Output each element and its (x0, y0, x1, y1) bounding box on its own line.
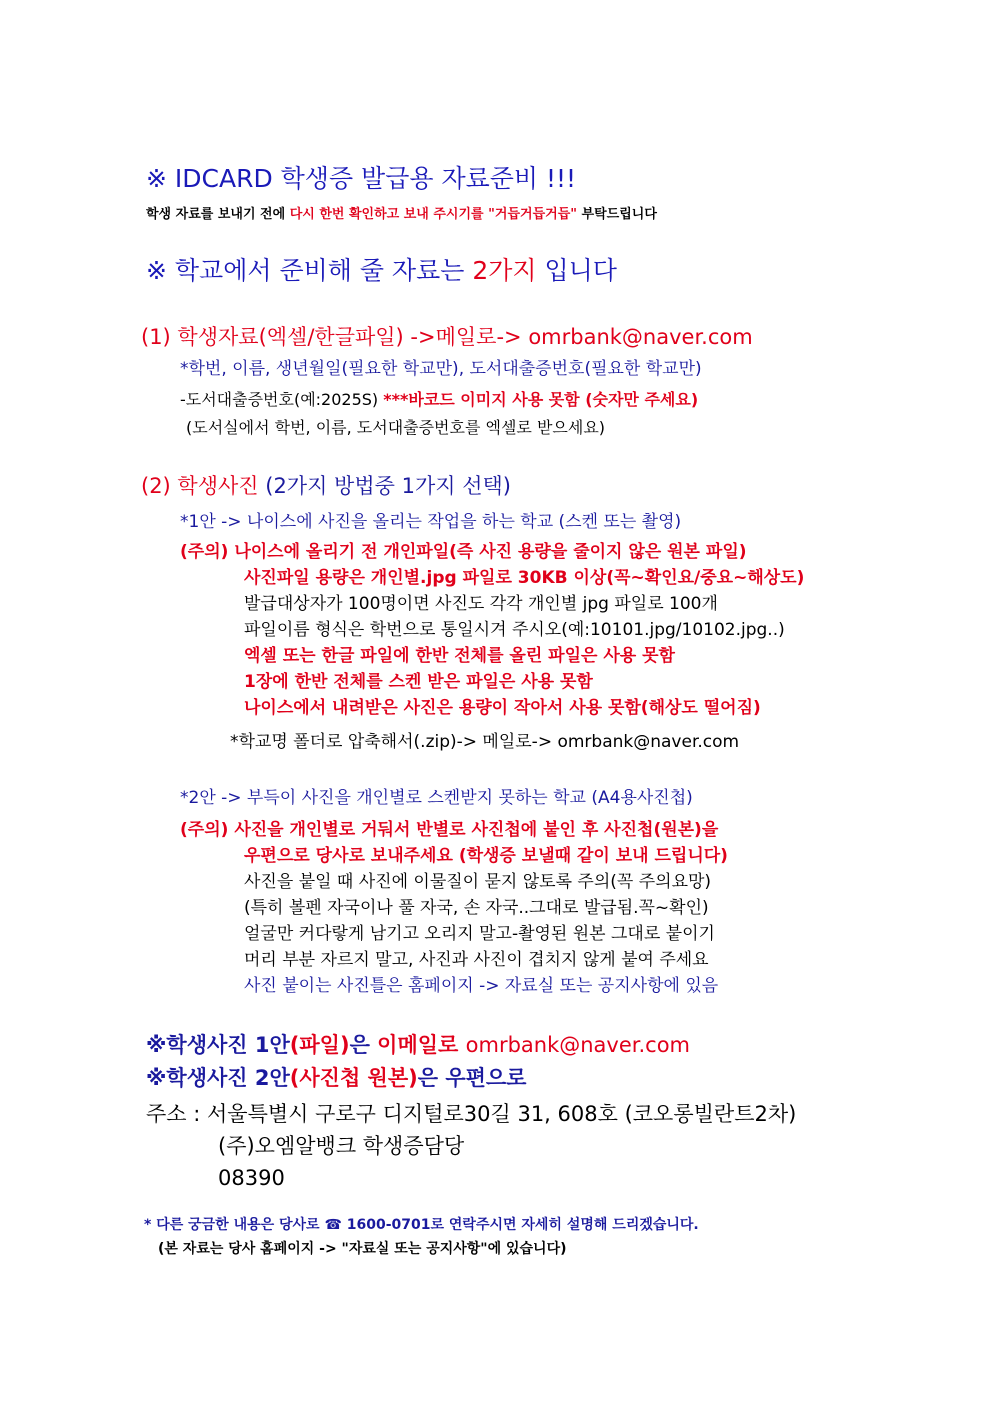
plan2-item-2: 사진을 붙일 때 사진에 이물질이 묻지 않토록 주의(꼭 주의요망) (244, 872, 712, 892)
plan2-caution-label: (주의) (180, 820, 235, 840)
section1-line2-text: -도서대출증번호(예:2025S) (180, 390, 384, 409)
plan1-caution (180, 544, 747, 561)
section2-heading-note: (2가지 방법중 1가지 선택) (265, 474, 511, 498)
summary-line-1 (146, 1035, 690, 1056)
summary-email: omrbank@naver.com (465, 1033, 691, 1057)
plan1-item-1: 사진파일 용량은 개인별.jpg 파일로 30KB 이상(꼭~확인요/중요~해상도) (244, 568, 805, 588)
plan1-item-4: 엑셀 또는 한글 파일에 한반 전체를 올린 파일은 사용 못함 (244, 646, 675, 666)
summary-plan2-type: (사진첩 원본) (289, 1066, 418, 1090)
notice-text-emphasis: 다시 한번 확인하고 보내 주시기를 "거듭거듭거듭" (289, 207, 578, 222)
plan1-item-6: 나이스에서 내려받은 사진은 용량이 작아서 사용 못함(해상도 떨어짐) (244, 698, 761, 718)
summary-plan1-label: ※학생사진 1안 (146, 1033, 290, 1057)
summary-plan1-type: (파일) (289, 1033, 350, 1057)
address-company: (주)오엠알뱅크 학생증담당 (218, 1134, 465, 1158)
page-title (146, 166, 576, 191)
plan2-item-1: 우편으로 당사로 보내주세요 (학생증 보낼때 같이 보내 드립니다) (244, 846, 728, 866)
plan1-title: *1안 -> 나이스에 사진을 올리는 작업을 하는 학교 (스켄 또는 촬영) (180, 512, 682, 532)
page-title-text: IDCARD 학생증 발급용 자료준비 !!! (174, 164, 577, 193)
prep-heading (146, 258, 617, 283)
reference-mark-icon: ※ (146, 164, 175, 193)
summary-plan2-method: 은 우편으로 (417, 1066, 527, 1090)
prep-text-1: ※ 학교에서 준비해 줄 자료는 (146, 256, 473, 285)
section1-heading (141, 327, 753, 348)
notice-text-3: 부탁드립니다 (577, 207, 657, 222)
summary-plan1-method: 이메일로 (377, 1033, 466, 1057)
plan2-item-5: 머리 부분 자르지 말고, 사진과 사진이 겹치지 않게 붙여 주세요 (244, 950, 709, 970)
plan1-caution-text: 나이스에 올리기 전 개인파일(즉 사진 용량을 줄이지 않은 원본 파일) (234, 542, 747, 562)
plan1-zip-line: *학교명 폴더로 압축해서(.zip)-> 메일로-> omrbank@naver.com (230, 732, 740, 752)
section1-line1: *학번, 이름, 생년월일(필요한 학교만), 도서대출증번호(필요한 학교만) (180, 359, 702, 379)
section1-line2 (180, 392, 698, 408)
plan2-caution (180, 822, 718, 839)
summary-plan1-particle: 은 (349, 1033, 378, 1057)
prep-text-3: 입니다 (536, 256, 617, 285)
section2-heading-label: (2) 학생사진 (141, 474, 266, 498)
footer-note: (본 자료는 당사 홈페이지 -> "자료실 또는 공지사항"에 있습니다) (158, 1241, 567, 1257)
section2-heading (141, 476, 511, 497)
plan1-caution-label: (주의) (180, 542, 235, 562)
section1-heading-label: (1) 학생자료(엑셀/한글파일) ->메일로-> (141, 325, 529, 349)
plan2-item-4: 얼굴만 커다랗게 남기고 오리지 말고-촬영된 원본 그대로 붙이기 (244, 924, 715, 944)
plan1-item-5: 1장에 한반 전체를 스켄 받은 파일은 사용 못함 (244, 672, 593, 692)
notice-text-1: 학생 자료를 보내기 전에 (146, 207, 290, 222)
plan1-item-3: 파일이름 형식은 학번으로 통일시겨 주시오(예:10101.jpg/10102.jpg..) (244, 620, 785, 640)
summary-plan2-label: ※학생사진 2안 (146, 1066, 290, 1090)
plan2-item-6: 사진 붙이는 사진틀은 홈페이지 -> 자료실 또는 공지사항에 있음 (244, 976, 719, 996)
summary-line-2 (146, 1068, 526, 1089)
plan1-item-2: 발급대상자가 100명이면 사진도 각각 개인별 jpg 파일로 100개 (244, 594, 718, 614)
footer-contact: * 다른 궁금한 내용은 당사로 ☎ 1600-0701로 연락주시면 자세히 설명해 드리겠습니다. (144, 1217, 699, 1233)
prep-count: 2가지 (472, 256, 537, 285)
section1-email: omrbank@naver.com (528, 325, 753, 349)
section1-line2-warning: ***바코드 이미지 사용 못함 (숫자만 주세요) (383, 390, 699, 409)
notice-line (146, 208, 657, 221)
plan2-title: *2안 -> 부득이 사진을 개인별로 스켄받지 못하는 학교 (A4용사진첩) (180, 788, 693, 808)
section1-line3: (도서실에서 학번, 이름, 도서대출증번호를 엑셀로 받으세요) (186, 418, 606, 437)
plan2-item-3: (특히 볼펜 자국이나 풀 자국, 손 자국..그대로 발급됨.꼭~확인) (244, 898, 709, 918)
address-line-1: 주소 : 서울특별시 구로구 디지털로30길 31, 608호 (코오롱빌란트2차) (146, 1102, 797, 1126)
address-postcode: 08390 (218, 1166, 285, 1190)
plan2-caution-text: 사진을 개인별로 거둬서 반별로 사진첩에 붙인 후 사진첩(원본)을 (234, 820, 719, 840)
